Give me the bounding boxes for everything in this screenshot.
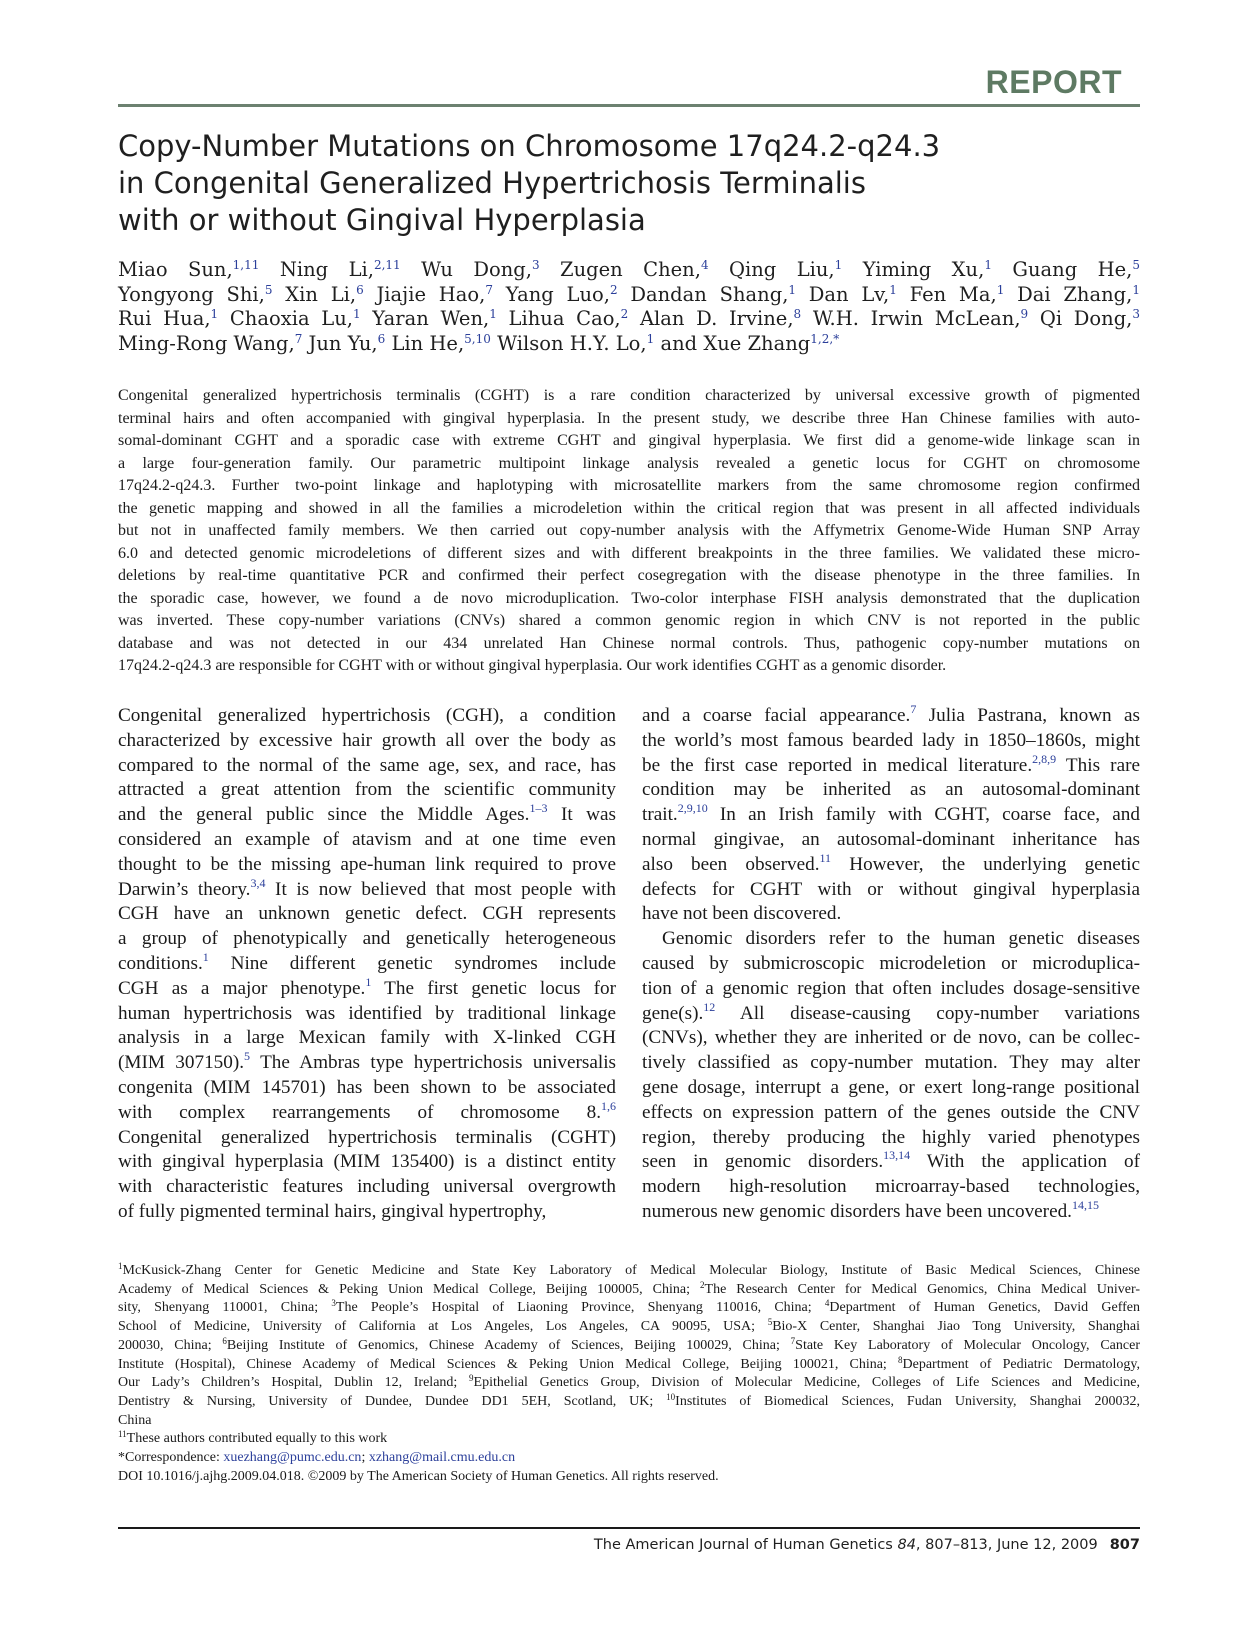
abstract-line: a large four-generation family. Our parametric multipoint linkage analysis revealed a genetic locus for CGHT on chromosome [118, 454, 1140, 472]
body-line [118, 1051, 616, 1076]
title-line: Copy-Number Mutations on Chromosome 17q24.2-q24.3 [118, 129, 941, 163]
title-line: in Congenital Generalized Hypertrichosis Terminalis [118, 166, 866, 200]
affiliation-text: 200030, China; [118, 1337, 223, 1353]
body-text: of fully pigmented terminal hairs, gingival hypertrophy, [118, 1200, 547, 1222]
affiliation-number: 5 [767, 1317, 773, 1328]
body-text: Genomic disorders refer to the human genetic diseases [662, 928, 1140, 950]
email-link-1[interactable]: xuezhang@pumc.edu.cn [223, 1450, 362, 1466]
footnote-marker: 11 [118, 1429, 127, 1440]
body-line [642, 1076, 1140, 1101]
body-text: be the first case reported in medical literature. [642, 754, 1033, 776]
body-line [642, 828, 1140, 853]
author-name: Fen Ma, [896, 282, 997, 306]
body-line [118, 778, 616, 803]
affiliation-text: Academy of Medical Sciences & Peking Union Medical College, Beijing 100005, China; [118, 1281, 701, 1297]
doi-line: DOI 10.1016/j.ajhg.2009.04.018. ©2009 by The American Society of Human Genetics. All rights reserved. [118, 1468, 719, 1484]
affiliation-text: Department of Human Genetics, David Geffen [829, 1300, 1140, 1316]
affiliation-marker: 6 [377, 331, 386, 346]
abstract-line: database and was not detected in our 434 unrelated Han Chinese normal controls. Thus, pathogenic copy-number mutations on [118, 634, 1140, 652]
author-name: Lihua Cao, [496, 307, 621, 330]
body-line [118, 1175, 616, 1200]
body-text: gene(s). [642, 1002, 704, 1024]
affiliation-text: State Key Laboratory of Molecular Oncology, Cancer [795, 1337, 1140, 1353]
body-line [118, 729, 616, 754]
body-line [642, 878, 1140, 903]
body-line [642, 1175, 1140, 1200]
body-text: thought to be the missing ape-human link required to prove [118, 853, 616, 875]
affiliation-text: Epithelial Genetics Group, Division of Molecular Medicine, Colleges of Life Sciences and Medicine, [473, 1375, 1140, 1391]
body-line [642, 803, 1140, 828]
body-text: modern high-resolution microarray-based technologies, [642, 1176, 1140, 1198]
affiliation-number: 1 [118, 1261, 123, 1271]
affiliation-number: 3 [331, 1298, 336, 1309]
affiliation-marker: 8 [793, 307, 802, 321]
affiliation-marker: 1 [984, 258, 992, 272]
affiliation-marker: 7 [485, 282, 493, 297]
affiliations-footnote [118, 1262, 1140, 1486]
affiliation-line [118, 1299, 1140, 1318]
body-text: and a coarse facial appearance. [642, 705, 911, 726]
body-line [118, 853, 616, 878]
equal-contribution-note [118, 1430, 1140, 1449]
author-name: Wu Dong, [400, 258, 532, 281]
affiliation-text: Dentistry & Nursing, University of Dundee, Dundee DD1 5EH, Scotland, UK; [118, 1393, 667, 1409]
affiliation-number: 9 [469, 1373, 474, 1384]
body-text: With the application of [910, 1151, 1140, 1173]
abstract-line: terminal hairs and often accompanied with gingival hyperplasia. In the present study, we describe three Han Chinese families with auto- [118, 409, 1140, 427]
email-separator: ; [361, 1450, 369, 1466]
affiliation-marker: 1 [889, 282, 897, 297]
body-text: conditions. [118, 952, 203, 974]
footer-rule [118, 1527, 1140, 1529]
body-text: tion of a genomic region that often includes dosage-sensitive [642, 977, 1140, 999]
body-text: with gingival hyperplasia (MIM 135400) is a distinct entity [118, 1151, 616, 1173]
reference-marker[interactable]: 1 [365, 974, 372, 989]
author-name: Zugen Chen, [539, 258, 701, 281]
affiliation-text: McKusick-Zhang Center for Genetic Medicine and State Key Laboratory of Medical Molecular Biology, Institute of Basic Medical Sciences, Chinese [122, 1263, 1140, 1278]
body-line [642, 927, 1140, 952]
body-line [642, 751, 1140, 779]
body-line [642, 729, 1140, 754]
body-text: tively classified as copy-number mutation. They may alter [642, 1052, 1140, 1074]
affiliation-text: Institute (Hospital), Chinese Academy of Medical Sciences & Peking Union Medical College, Beijing 100021, China; [118, 1356, 898, 1372]
author-line [118, 283, 1140, 308]
author-name: Jiajie Hao, [363, 282, 486, 306]
affiliation-marker: 1 [788, 282, 797, 297]
reference-marker[interactable]: 7 [910, 702, 917, 716]
abstract-line: Congenital generalized hypertrichosis terminalis (CGHT) is a rare condition characterized by universal excessive growth of pigmented [118, 387, 1140, 404]
title-line: with or without Gingival Hyperplasia [118, 203, 646, 237]
body-line [118, 754, 616, 779]
header-rule [118, 104, 1140, 107]
affiliation-line [118, 1356, 1140, 1375]
body-text: It was [547, 804, 616, 826]
affiliation-marker: 2 [620, 307, 629, 321]
affiliation-number: 10 [666, 1391, 676, 1402]
author-name: Ming-Rong Wang, [118, 331, 295, 355]
body-line [118, 1076, 616, 1101]
body-line [642, 1051, 1140, 1076]
body-line [642, 850, 1140, 878]
author-name: Dai Zhang, [1004, 282, 1133, 306]
body-text: All disease-causing copy-number variations [715, 1002, 1140, 1024]
body-line [642, 1026, 1140, 1051]
affiliation-line [118, 1393, 1140, 1412]
abstract-line: deletions by real-time quantitative PCR and confirmed their perfect cosegregation with the disease phenotype in the three families. In [118, 567, 1140, 584]
article-title [118, 128, 1140, 239]
body-line [118, 1026, 616, 1051]
author-name: Guang He, [991, 258, 1133, 281]
affiliation-number: 4 [824, 1298, 830, 1309]
abstract-line: 17q24.2-q24.3. Further two-point linkage and haplotyping with microsatellite markers from the same chromosome region confirmed [118, 477, 1140, 494]
body-line [642, 902, 1140, 927]
abstract [118, 385, 1140, 678]
abstract-line: but not in unaffected family members. We then carried out copy-number analysis with the Affymetrix Genome-Wide Human SNP Array [118, 522, 1140, 539]
body-line [118, 1150, 616, 1175]
body-text: characterized by excessive hair growth all over the body as [118, 729, 616, 751]
body-text: Nine different genetic syndromes include [208, 952, 616, 974]
affiliation-line [118, 1412, 1140, 1431]
body-text: numerous new genomic disorders have been uncovered. [642, 1200, 1072, 1222]
affiliation-marker: 6 [356, 282, 364, 297]
correspondence-label: *Correspondence: [118, 1450, 224, 1466]
affiliation-lines [118, 1262, 1140, 1430]
affiliation-marker: 3 [531, 258, 540, 272]
affiliation-marker: 1 [489, 307, 497, 321]
body-text: Julia Pastrana, known as [916, 705, 1140, 726]
author-name: Qing Liu, [708, 258, 835, 281]
affiliation-text: Bio-X Center, Shanghai Jiao Tong University, Shanghai [772, 1319, 1141, 1335]
author-name: Dandan Shang, [617, 282, 789, 306]
body-text: compared to the normal of the same age, sex, and race, has [118, 754, 616, 776]
body-text: human hypertrichosis was identified by traditional linkage [118, 1002, 616, 1024]
body-line [118, 902, 616, 927]
affiliation-marker: 1,2,* [810, 331, 840, 346]
journal-citation: , 807–813, June 12, 2009 [915, 1537, 1098, 1553]
body-text: region, thereby producing the highly varied phenotypes [642, 1126, 1140, 1148]
body-text: CGH have an unknown genetic defect. CGH represents [118, 903, 616, 925]
affiliation-marker: 3 [1132, 307, 1141, 321]
abstract-line: somal-dominant CGHT and a sporadic case with extreme CGHT and gingival hyperplasia. We first did a genome-wide linkage scan in [118, 432, 1140, 449]
reference-marker[interactable]: 1,6 [601, 1098, 616, 1113]
body-text: This rare [1056, 754, 1140, 776]
affiliation-marker: 1 [834, 258, 843, 272]
body-line [118, 828, 616, 853]
affiliation-marker: 5 [1132, 258, 1140, 272]
affiliation-text: Institutes of Biomedical Sciences, Fudan University, Shanghai 200032, [675, 1393, 1140, 1409]
body-text: congenita (MIM 145701) has been shown to be associated [118, 1076, 616, 1098]
reference-marker[interactable]: 1 [202, 949, 209, 964]
reference-marker[interactable]: 11 [819, 850, 832, 865]
body-text: with complex rearrangements of chromosome 8. [118, 1101, 601, 1123]
body-text: and the general public since the Middle Ages. [118, 804, 530, 826]
body-text: Congenital generalized hypertrichosis (CGH), a condition [118, 705, 616, 726]
body-text: In an Irish family with CGHT, coarse face, and [707, 804, 1140, 826]
body-text: gene dosage, interrupt a gene, or exert long-range positional [642, 1076, 1140, 1098]
reference-marker[interactable]: 2,8,9 [1032, 751, 1057, 766]
body-text: a group of phenotypically and genetically heterogeneous [118, 928, 616, 950]
affiliation-text: sity, Shenyang 110001, China; [118, 1300, 332, 1316]
affiliation-marker: 1 [646, 331, 655, 346]
affiliation-marker: 1 [1132, 282, 1140, 297]
affiliation-text: Department of Pediatric Dermatology, [902, 1356, 1140, 1372]
body-text: considered an example of atavism and at one time even [118, 828, 616, 850]
affiliation-marker: 7 [294, 331, 303, 346]
author-line [118, 332, 1140, 357]
body-text: also been observed. [642, 853, 820, 875]
author-name: Dan Lv, [796, 282, 890, 306]
body-line [642, 1197, 1140, 1225]
reference-marker[interactable]: 2,9,10 [677, 801, 708, 816]
affiliation-marker: 1,11 [232, 258, 260, 272]
body-line [118, 927, 616, 952]
body-text: It is now believed that most people with [265, 878, 616, 900]
affiliation-line [118, 1318, 1140, 1337]
body-text: have not been discovered. [642, 903, 842, 925]
author-name: Wilson H.Y. Lo, [490, 331, 647, 355]
author-line [118, 258, 1140, 283]
affiliation-text: Beijing Institute of Genomics, Chinese Academy of Sciences, Beijing 100029, China; [226, 1337, 791, 1353]
affiliation-marker: 1 [996, 282, 1005, 297]
body-text: Darwin’s theory. [118, 878, 251, 900]
equal-contribution-text: These authors contributed equally to this work [126, 1431, 388, 1447]
abstract-line: 17q24.2-q24.3 are responsible for CGHT with or without gingival hyperplasia. Our work identifies CGHT as a genomic disorder. [118, 657, 947, 674]
body-column-right [642, 704, 1140, 1225]
author-name: Yongyong Shi, [118, 282, 265, 306]
section-label: REPORT [985, 64, 1122, 100]
email-link-2[interactable]: xzhang@mail.cmu.edu.cn [368, 1450, 516, 1466]
body-line [642, 952, 1140, 977]
author-name: W.H. Irwin McLean, [801, 307, 1021, 330]
body-text: CGH as a major phenotype. [118, 977, 366, 999]
body-line [118, 1126, 616, 1151]
author-name: Lin He, [385, 331, 465, 355]
affiliation-line [118, 1337, 1140, 1356]
body-text: defects for CGHT with or without gingival hyperplasia [642, 878, 1140, 900]
body-text: condition may be inherited as an autosomal-dominant [642, 779, 1140, 801]
journal-name: The American Journal of Human Genetics [593, 1537, 898, 1553]
body-text: Congenital generalized hypertrichosis terminalis (CGHT) [118, 1126, 616, 1148]
body-text: normal gingivae, an autosomal-dominant inheritance has [642, 828, 1140, 850]
abstract-line: 6.0 and detected genomic microdeletions of different sizes and with different breakpoints in the three families. We validated these micro- [118, 544, 1140, 562]
author-name: and Xue Zhang [654, 331, 811, 355]
affiliation-text: The People’s Hospital of Liaoning Province, Shenyang 110016, China; [335, 1300, 825, 1316]
body-line [642, 1150, 1140, 1175]
reference-marker[interactable]: 5 [244, 1049, 251, 1064]
body-text: (MIM 307150). [118, 1052, 245, 1074]
reference-marker[interactable]: 1–3 [529, 801, 548, 816]
affiliation-marker: 2,11 [373, 258, 401, 272]
abstract-line: the sporadic case, however, we found a de novo microduplication. Two-color interphase FISH analysis demonstrated that the duplication [118, 589, 1140, 607]
author-name: Qi Dong, [1028, 307, 1133, 330]
body-text: (CNVs), whether they are inherited or de novo, can be collec- [642, 1027, 1140, 1049]
affiliation-marker: 5,10 [464, 331, 491, 346]
body-line [118, 974, 616, 1002]
affiliation-marker: 1 [210, 307, 219, 321]
body-line [642, 1126, 1140, 1151]
author-name: Rui Hua, [118, 307, 211, 330]
body-text: effects on expression pattern of the genes outside the CNV [642, 1101, 1140, 1123]
body-line [118, 1098, 616, 1126]
affiliation-marker: 5 [264, 282, 273, 297]
affiliation-text: School of Medicine, University of California at Los Angeles, Los Angeles, CA 90095, USA; [118, 1319, 768, 1335]
affiliation-number: 2 [700, 1279, 705, 1290]
affiliation-marker: 9 [1020, 307, 1029, 321]
body-text: seen in genomic disorders. [642, 1151, 884, 1173]
page-footer [594, 1537, 1140, 1553]
body-line [118, 1002, 616, 1027]
body-line [642, 778, 1140, 803]
affiliation-marker: 2 [609, 282, 618, 297]
body-line [118, 1200, 616, 1225]
author-name: Alan D. Irvine, [628, 307, 794, 330]
reference-marker[interactable]: 12 [703, 999, 716, 1014]
author-name: Yaran Wen, [360, 307, 490, 330]
reference-marker[interactable]: 14,15 [1071, 1197, 1099, 1212]
journal-volume: 84 [897, 1537, 916, 1553]
body-line [118, 803, 616, 828]
body-column-left [118, 704, 616, 1225]
body-text: caused by submicroscopic microdeletion or microduplica- [642, 952, 1140, 974]
author-name: Chaoxia Lu, [218, 307, 353, 330]
correspondence-line [118, 1449, 1140, 1468]
body-text: However, the underlying genetic [831, 853, 1140, 875]
reference-marker[interactable]: 13,14 [883, 1148, 911, 1163]
abstract-line: the genetic mapping and showed in all the families a microdeletion within the critical region that was present in all affected individuals [118, 499, 1140, 517]
body-line [118, 704, 616, 729]
body-line [118, 875, 616, 903]
author-line [118, 307, 1140, 332]
affiliation-text: The Research Center for Medical Genomics, China Medical Univer- [704, 1281, 1140, 1297]
affiliation-line [118, 1374, 1140, 1393]
page-number: 807 [1109, 1537, 1140, 1553]
body-line [118, 949, 616, 977]
body-text: with characteristic features including universal overgrowth [118, 1176, 616, 1198]
affiliation-text: Our Lady’s Children’s Hospital, Dublin 12, Ireland; [118, 1375, 470, 1391]
author-name: Xin Li, [272, 282, 357, 306]
body-line [642, 977, 1140, 1002]
affiliation-marker: 4 [700, 258, 709, 272]
affiliation-number: 7 [790, 1335, 796, 1346]
body-text: The first genetic locus for [371, 977, 616, 999]
body-text: trait. [642, 804, 678, 826]
body-text: attracted a great attention from the scientific community [118, 779, 616, 801]
affiliation-text: China [118, 1412, 152, 1428]
affiliation-line [118, 1262, 1140, 1281]
author-name: Jun Yu, [302, 331, 378, 355]
author-name: Yang Luo, [492, 282, 610, 306]
body-text: analysis in a large Mexican family with X-linked CGH [118, 1027, 616, 1049]
body-text: The Ambras type hypertrichosis universalis [250, 1052, 617, 1074]
author-list [118, 258, 1140, 356]
body-line [642, 704, 1140, 729]
author-name: Yiming Xu, [842, 258, 985, 281]
body-line [642, 999, 1140, 1027]
affiliation-marker: 1 [352, 307, 361, 321]
body-line [642, 1101, 1140, 1126]
author-name: Ning Li, [259, 258, 374, 281]
author-name: Miao Sun, [118, 258, 233, 281]
affiliation-number: 6 [222, 1335, 227, 1346]
affiliation-number: 8 [898, 1354, 903, 1365]
reference-marker[interactable]: 3,4 [250, 875, 266, 890]
affiliation-line [118, 1281, 1140, 1300]
body-text: the world’s most famous bearded lady in 1850–1860s, might [642, 729, 1140, 751]
abstract-line: was inverted. These copy-number variations (CNVs) shared a common genomic region in which CNV is not reported in the public [118, 612, 1140, 629]
